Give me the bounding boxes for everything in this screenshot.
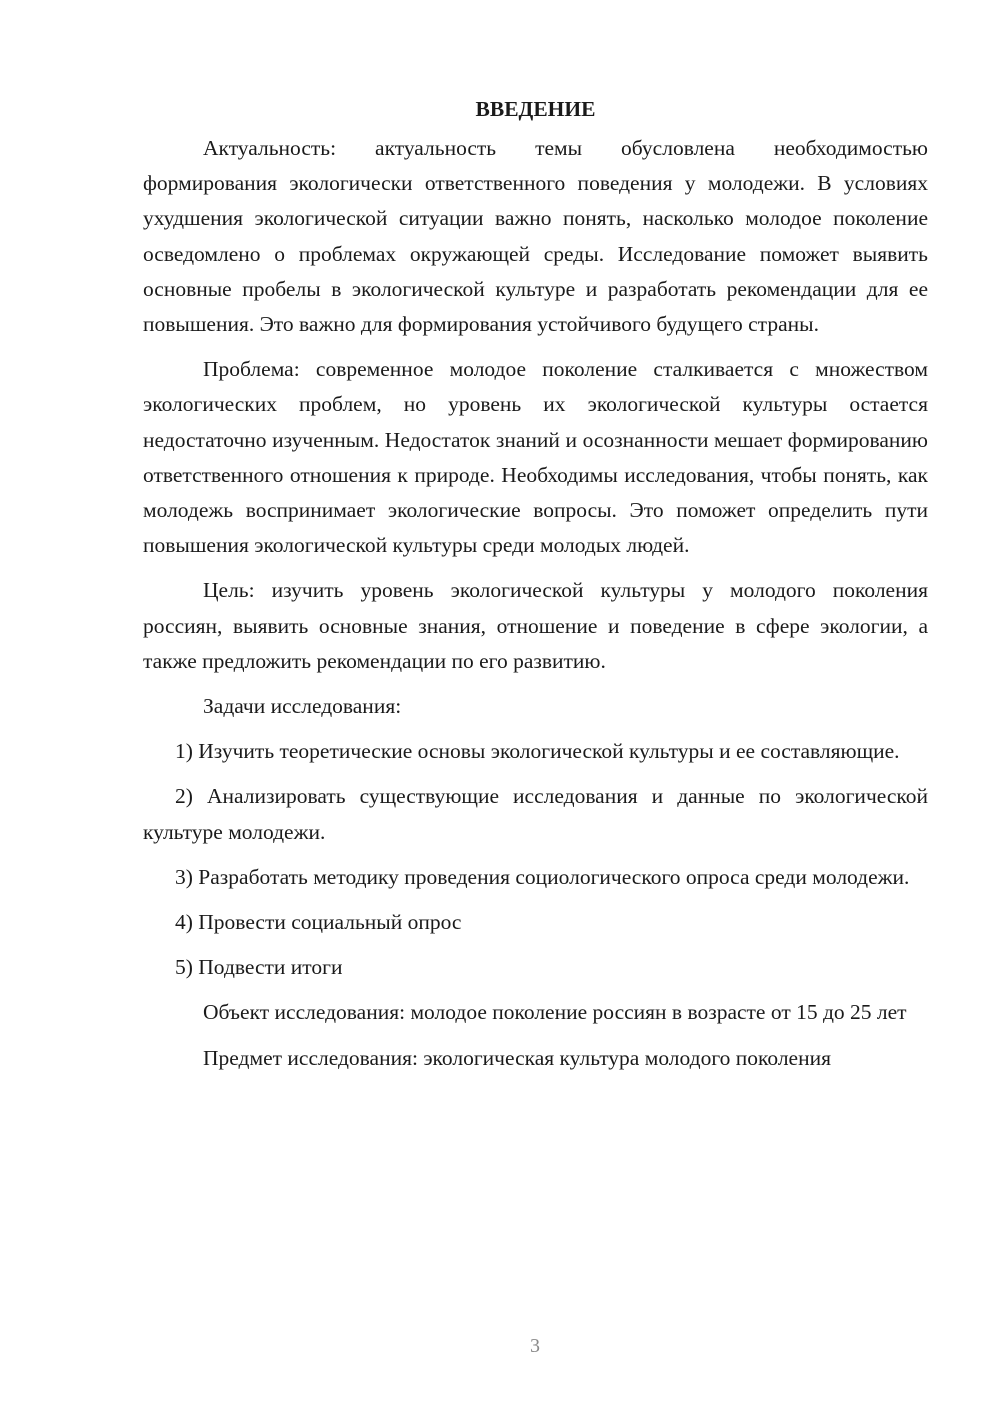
section-title: ВВЕДЕНИЕ	[475, 97, 596, 121]
goal-paragraph: Цель: изучить уровень экологической культуры у молодого поколения россиян, выявить основные знания, отношение и поведение в сфере экологии, а также предложить рекомендации по его развитию.	[143, 578, 928, 673]
task-item-5: 5) Подвести итоги	[175, 955, 343, 980]
object-paragraph: Объект исследования: молодое поколение россиян в возрасте от 15 до 25 лет	[203, 1000, 907, 1025]
task-item-2: 2) Анализировать существующие исследования и данные по экологической культуре молодежи.	[143, 784, 928, 844]
relevance-paragraph: Актуальность: актуальность темы обусловлена необходимостью формирования экологически ответственного поведения у молодежи. В условиях ухудшения экологической ситуации важно понять, насколько молодое поколение осведомлено о проблемах окружающей среды. Исследование поможет выявить основные пробелы в экологической культуре и разработать рекомендации для ее повышения. Это важно для формирования устойчивого будущего страны.	[143, 136, 928, 337]
subject-paragraph: Предмет исследования: экологическая культура молодого поколения	[203, 1045, 832, 1070]
page-number: 3	[530, 1335, 540, 1357]
task-item-3: 3) Разработать методику проведения социологического опроса среди молодежи.	[175, 864, 910, 889]
document-page	[143, 92, 928, 1086]
tasks-heading: Задачи исследования:	[203, 694, 402, 719]
task-item-4: 4) Провести социальный опрос	[175, 910, 462, 935]
problem-paragraph: Проблема: современное молодое поколение сталкивается с множеством экологических проблем, но уровень их экологической культуры остается недостаточно изученным. Недостаток знаний и осознанности мешает формированию ответственного отношения к природе. Необходимы исследования, чтобы понять, как молодежь воспринимает экологические вопросы. Это поможет определить пути повышения экологической культуры среди молодых людей.	[143, 357, 928, 558]
task-item-1: 1) Изучить теоретические основы экологической культуры и ее составляющие.	[175, 739, 900, 764]
